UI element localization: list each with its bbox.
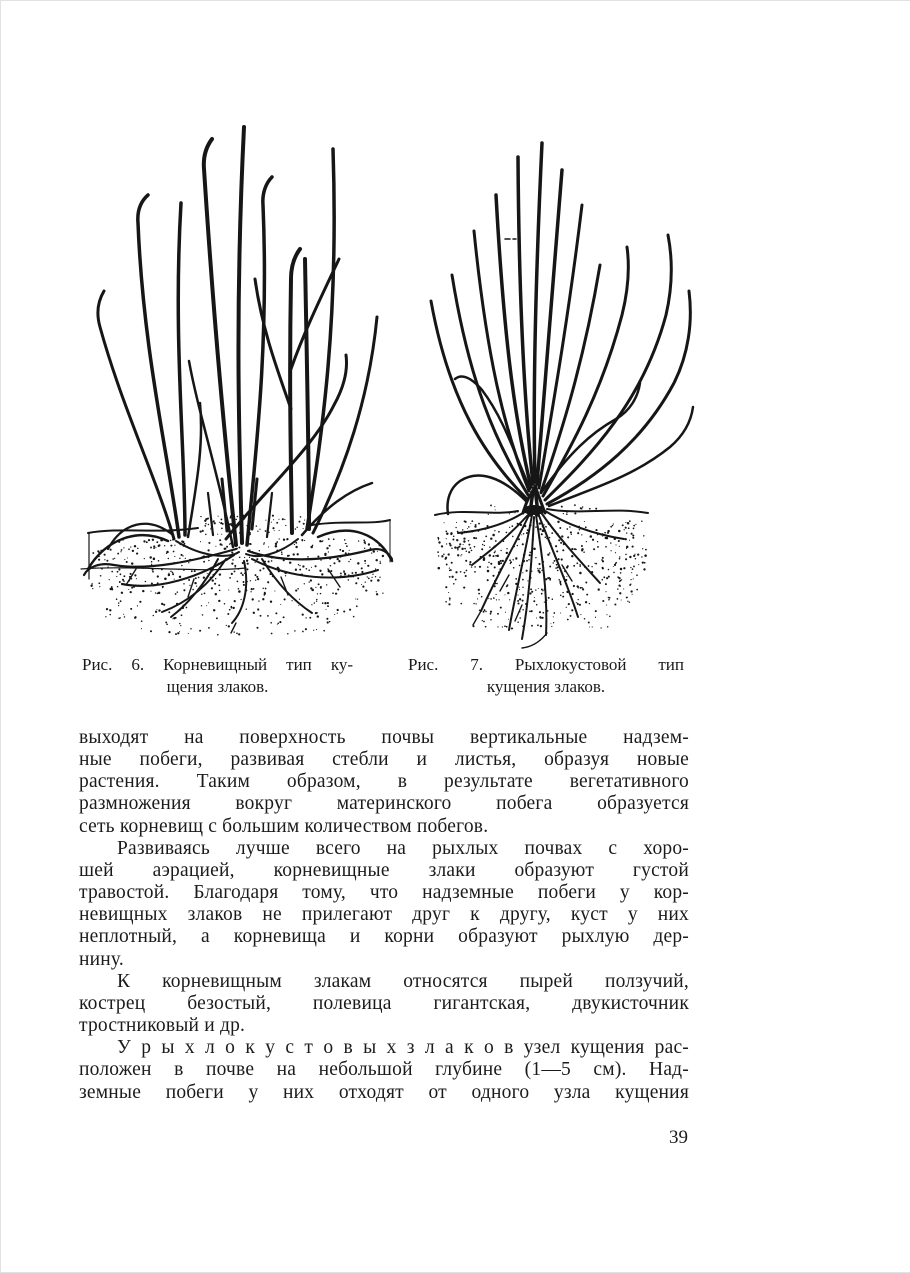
figure-7-caption-line1: Рис. 7. Рыхлокустовой тип: [408, 655, 684, 674]
rhizomatous-grass-drawing: [76, 107, 396, 642]
figure-6-caption: [82, 654, 353, 697]
figure-6-rhizomatous-grass-illustration: [76, 107, 396, 647]
figure-6-caption-line2: щения злаков.: [166, 676, 269, 696]
loose-bush-grass-drawing: [421, 133, 721, 653]
paragraph: [79, 727, 689, 838]
text-line: невищных злаков не прилегают друг к другу, куст у них: [79, 904, 689, 926]
text-line: шей аэрацией, корневищные злаки образуют густой: [79, 859, 689, 881]
paragraph: [79, 1037, 689, 1103]
text-line: земные побеги у них отходят от одного узла кущения: [79, 1081, 689, 1103]
figure-7-caption-line2: кущения злаков.: [486, 676, 606, 696]
body-text: [79, 727, 689, 1104]
page-number: 39: [669, 1127, 688, 1148]
figure-7-caption: [408, 654, 684, 697]
text-line: неплотный, а корневища и корни образуют рыхлую дер-: [79, 926, 689, 948]
text-line: выходят на поверхность почвы вертикальные надзем-: [79, 727, 689, 748]
figure-7-loose-bush-grass-illustration: [421, 133, 721, 658]
text-line: кострец безостый, полевица гигантская, двукисточник: [79, 992, 689, 1014]
text-line: размножения вокруг материнского побега образуется: [79, 793, 689, 815]
text-line: ные побеги, развивая стебли и листья, образуя новые: [79, 749, 689, 771]
figure-6-caption-line1: Рис. 6. Корневищный тип ку-: [82, 655, 353, 674]
text-line: растения. Таким образом, в результате вегетативного: [79, 771, 689, 793]
text-line: сеть корневищ с большим количеством побегов.: [79, 815, 489, 837]
text-line: Развиваясь лучше всего на рыхлых почвах с хоро-: [117, 837, 689, 859]
paragraph: [79, 971, 689, 1037]
text-line: У р ы х л о к у с т о в ы х з л а к о в узел кущения рас-: [117, 1037, 689, 1059]
text-line: нину.: [79, 948, 124, 970]
text-line: травостой. Благодаря тому, что надземные побеги у кор-: [79, 882, 689, 904]
text-line: положен в почве на небольшой глубине (1—5 см). Над-: [79, 1059, 689, 1081]
text-line: К корневищным злакам относятся пырей ползучий,: [117, 970, 689, 992]
text-line: тростниковый и др.: [79, 1015, 246, 1037]
paragraph: [79, 838, 689, 971]
